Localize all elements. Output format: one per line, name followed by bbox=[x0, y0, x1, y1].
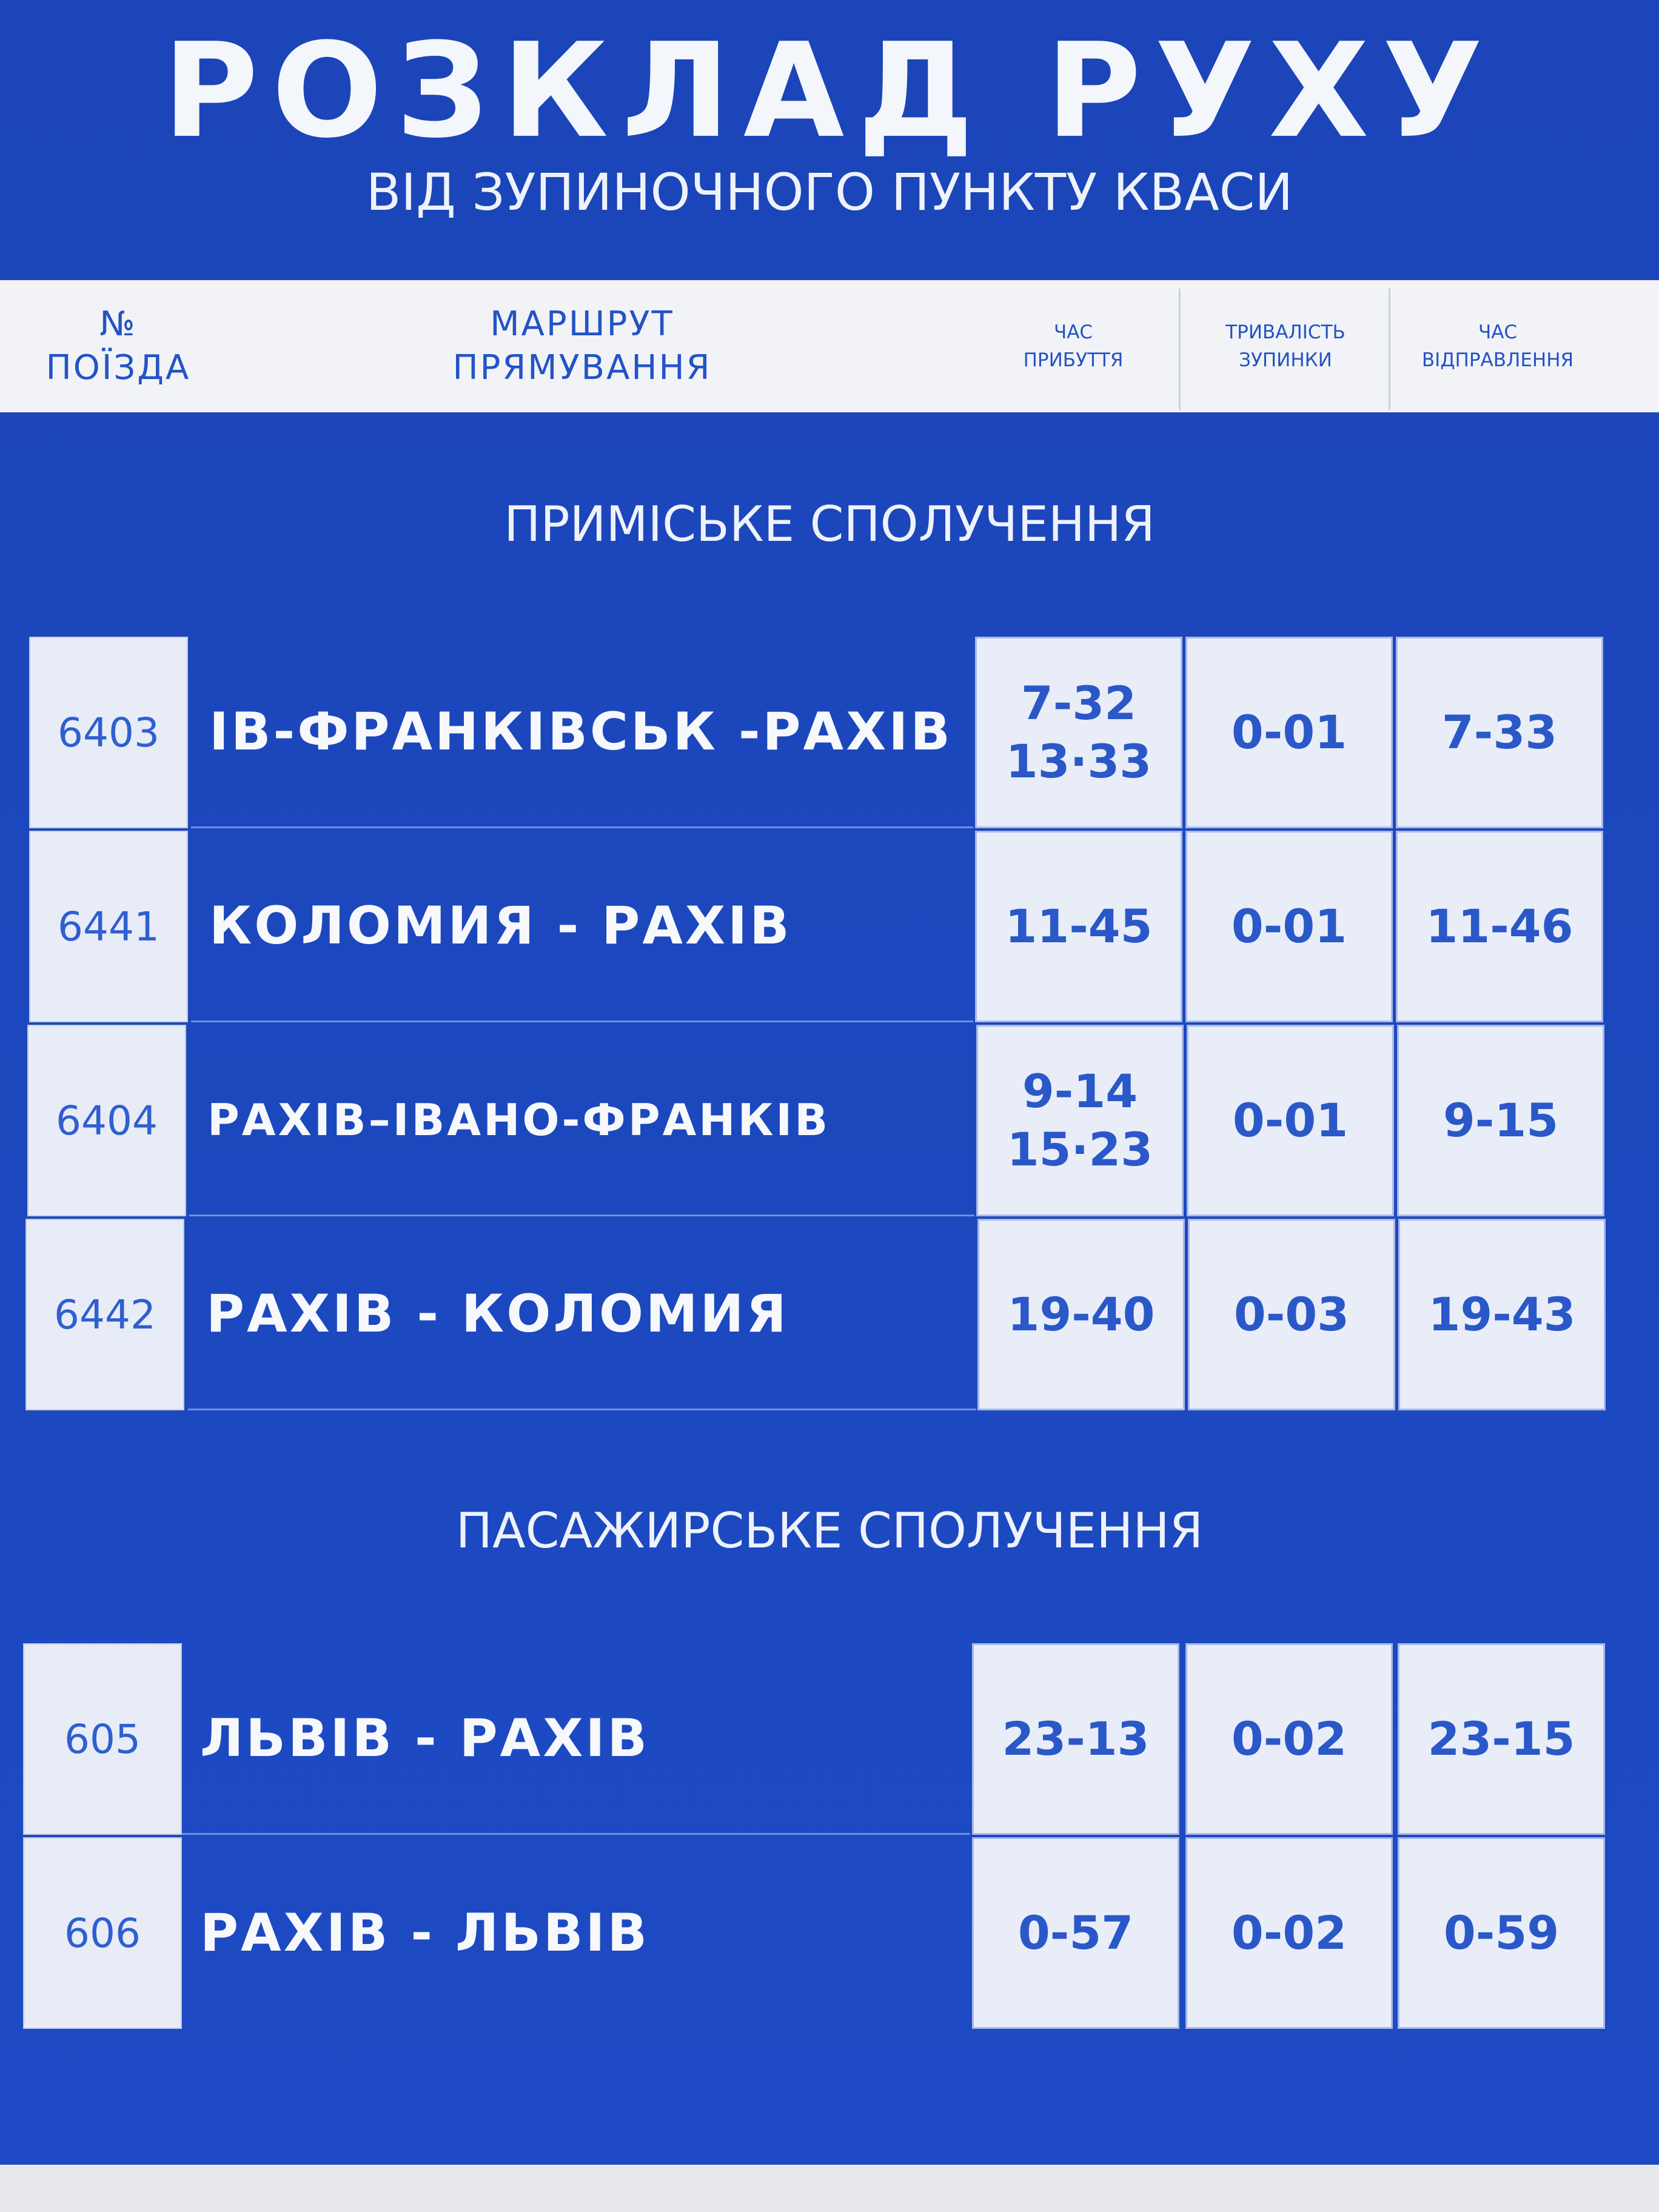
column-header-train-no: № ПОЇЗДА bbox=[45, 304, 191, 387]
train-number: 6403 bbox=[29, 637, 188, 828]
column-header-arrival: ЧАС ПРИБУТТЯ bbox=[1023, 321, 1124, 371]
arrival-time-value: 7-32 bbox=[1021, 676, 1137, 730]
arrival-time bbox=[976, 1025, 1184, 1216]
table-row bbox=[0, 831, 1659, 1025]
arrival-time-value: 9-14 bbox=[1022, 1064, 1138, 1118]
table-row bbox=[0, 1643, 1659, 1837]
table-row bbox=[0, 637, 1659, 831]
arrival-time-value: 19-40 bbox=[1007, 1287, 1155, 1341]
table-row bbox=[0, 1837, 1659, 2031]
departure-time: 23-15 bbox=[1398, 1643, 1605, 1835]
stop-duration: 0-03 bbox=[1188, 1219, 1395, 1410]
arrival-time bbox=[972, 1643, 1179, 1835]
arrival-time bbox=[972, 1837, 1179, 2029]
header-divider bbox=[1179, 289, 1181, 410]
section-title-passenger: ПАСАЖИРСЬКЕ СПОЛУЧЕННЯ bbox=[455, 1503, 1204, 1559]
arrival-time-value: 0-57 bbox=[1017, 1906, 1134, 1960]
train-number: 6441 bbox=[29, 831, 188, 1022]
section-title-suburban: ПРИМІСЬКЕ СПОЛУЧЕННЯ bbox=[504, 496, 1155, 552]
route-name: ІВ-ФРАНКІВСЬК -РАХІВ bbox=[191, 637, 973, 828]
stop-duration: 0-01 bbox=[1185, 831, 1393, 1022]
departure-time: 19-43 bbox=[1398, 1219, 1606, 1410]
departure-time: 0-59 bbox=[1398, 1837, 1605, 2029]
column-header-departure: ЧАС ВІДПРАВЛЕННЯ bbox=[1421, 321, 1574, 371]
route-name: ЛЬВІВ - РАХІВ bbox=[182, 1643, 970, 1835]
arrival-time-value: 11-45 bbox=[1005, 899, 1153, 953]
table-row bbox=[0, 1025, 1659, 1219]
board-title: РОЗКЛАД РУХУ bbox=[163, 15, 1496, 167]
stop-duration: 0-02 bbox=[1185, 1643, 1393, 1835]
train-number: 605 bbox=[23, 1643, 182, 1835]
stop-duration: 0-02 bbox=[1185, 1837, 1393, 2029]
column-header-route: МАРШРУТ ПРЯМУВАННЯ bbox=[452, 304, 712, 387]
table-row bbox=[0, 1219, 1659, 1413]
arrival-time bbox=[975, 831, 1182, 1022]
departure-time: 9-15 bbox=[1397, 1025, 1604, 1216]
route-name: КОЛОМИЯ - РАХІВ bbox=[191, 831, 973, 1022]
train-number: 6442 bbox=[25, 1219, 184, 1410]
column-header-strip bbox=[0, 280, 1659, 412]
route-name: РАХІВ - ЛЬВІВ bbox=[200, 1903, 650, 1963]
arrival-time bbox=[975, 637, 1182, 828]
arrival-time-value: 15·23 bbox=[1007, 1122, 1153, 1176]
train-number: 6404 bbox=[27, 1025, 186, 1216]
stop-duration: 0-01 bbox=[1187, 1025, 1394, 1216]
header-divider bbox=[1389, 289, 1390, 410]
route-name: РАХІВ - КОЛОМИЯ bbox=[188, 1219, 976, 1410]
column-header-stop-duration: ТРИВАЛІСТЬ ЗУПИНКИ bbox=[1225, 321, 1346, 371]
board-subtitle: ВІД ЗУПИНОЧНОГО ПУНКТУ КВАСИ bbox=[366, 163, 1293, 222]
departure-time: 7-33 bbox=[1396, 637, 1603, 828]
train-number: 606 bbox=[23, 1837, 182, 2029]
arrival-time bbox=[977, 1219, 1185, 1410]
departure-time: 11-46 bbox=[1396, 831, 1603, 1022]
arrival-time-value: 13·33 bbox=[1005, 734, 1152, 788]
route-name: РАХІВ–ІВАНО-ФРАНКІВ bbox=[189, 1025, 974, 1216]
stop-duration: 0-01 bbox=[1185, 637, 1393, 828]
arrival-time-value: 23-13 bbox=[1002, 1712, 1150, 1766]
